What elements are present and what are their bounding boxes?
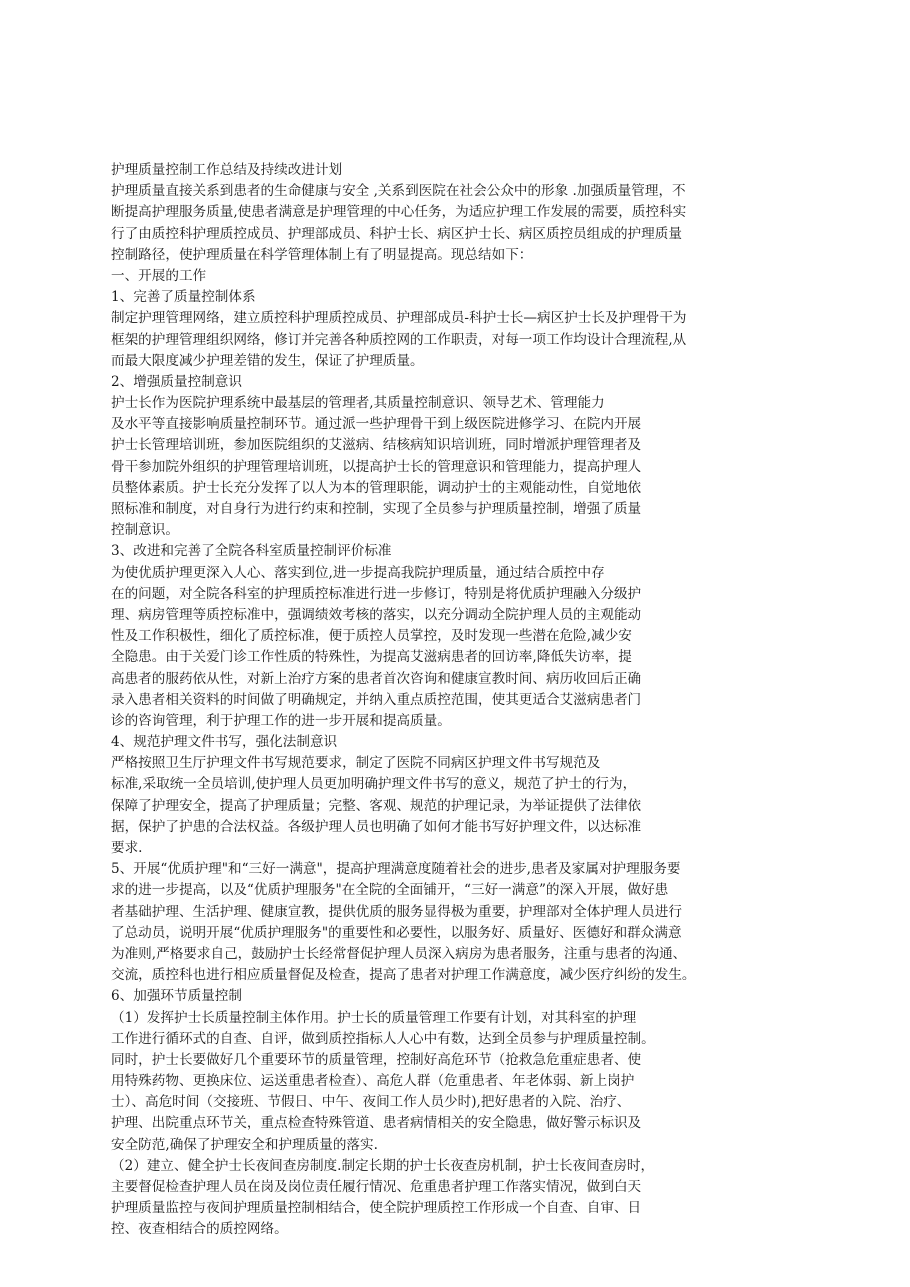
text-line: 5、开展“优质护理"和“三好一满意"，提高护理满意度随着社会的进步,患者及家属对护理服务要	[111, 861, 681, 878]
text-line: 理、病房管理等质控标准中，强调绩效考核的落实，以充分调动全院护理人员的主观能动	[111, 606, 642, 623]
text-line: 6、加强环节质量控制	[111, 988, 242, 1005]
text-line: 求的进一步提高，以及“优质护理服务"在全院的全面铺开，“三好一满意”的深入开展，做好患	[111, 882, 669, 899]
text-line: 骨干参加院外组织的护理管理培训班，以提高护士长的管理意识和管理能力，提高护理人	[111, 458, 642, 475]
text-line: 护士长作为医院护理系统中最基层的管理者,其质量控制意识、领导艺术、管理能力	[111, 395, 605, 412]
text-line: 全隐患。由于关爱门诊工作性质的特殊性，为提高艾滋病患者的回访率,降低失访率，提	[111, 649, 632, 666]
text-line: 制定护理管理网络，建立质控科护理质控成员、护理部成员-科护士长—病区护士长及护理骨干为	[111, 310, 687, 327]
text-line: 主要督促检查护理人员在岗及岗位责任履行情况、危重患者护理工作落实情况，做到白天	[111, 1179, 642, 1195]
text-line: 员整体素质。护士长充分发挥了以人为本的管理职能，调动护士的主观能动性，自觉地依	[111, 479, 642, 496]
text-line: 一、开展的工作	[111, 267, 207, 284]
text-line: 框架的护理管理组织网络，修订并完善各种质控网的工作职责，对每一项工作均设计合理流程,从	[111, 331, 687, 348]
document-body	[111, 160, 901, 1241]
text-line: 要求.	[111, 840, 143, 856]
text-line: 工作进行循环式的自查、自评，做到质控指标人人心中有数，达到全员参与护理质量控制。	[111, 1030, 655, 1047]
text-line: 士）、高危时间（交接班、节假日、中午、夜间工作人员少时),把好患者的入院、治疗、	[111, 1094, 631, 1111]
text-line: 护理、出院重点环节关，重点检查特殊管道、患者病情相关的安全隐患，做好警示标识及	[111, 1115, 642, 1132]
text-line: 3、改进和完善了全院各科室质量控制评价标准	[111, 543, 392, 560]
text-line: 为使优质护理更深入人心、落实到位,进一步提高我院护理质量，通过结合质控中存	[111, 564, 605, 581]
text-line: 同时，护士长要做好几个重要环节的质量管理，控制好高危环节（抢救急危重症患者、使	[111, 1051, 642, 1068]
text-line: 安全防范,确保了护理安全和护理质量的落实.	[111, 1136, 378, 1153]
text-line: 保障了护理安全，提高了护理质量；完整、客观、规范的护理记录，为举证提供了法律依	[111, 797, 642, 814]
text-line: 控制意识。	[111, 522, 179, 539]
text-line: 高患者的服药依从性，对新上治疗方案的患者首次咨询和健康宣教时间、病历收回后正确	[111, 670, 642, 687]
document-paragraphs	[111, 181, 901, 1240]
text-line: 护理质量直接关系到患者的生命健康与安全 ,关系到医院在社会公众中的形象 .加强质量管理，不	[111, 183, 686, 200]
text-line: 4、规范护理文件书写，强化法制意识	[111, 734, 338, 751]
text-line: 为准则,严格要求自己，鼓励护士长经常督促护理人员深入病房为患者服务，注重与患者的沟通、	[111, 945, 687, 962]
text-line: 而最大限度减少护理差错的发生，保证了护理质量。	[111, 352, 424, 369]
text-line: 性及工作积极性，细化了质控标准，便于质控人员掌控，及时发现一些潜在危险,减少安	[111, 628, 632, 645]
text-line: 诊的咨询管理，利于护理工作的进一步开展和提高质量。	[111, 712, 451, 729]
text-line: 在的问题，对全院各科室的护理质控标准进行进一步修订，特别是将优质护理融入分级护	[111, 585, 642, 602]
text-line: （2）建立、健全护士长夜间查房制度.制定长期的护士长夜查房机制，护士长夜间查房时，	[111, 1157, 655, 1174]
text-line: 录入患者相关资料的时间做了明确规定，并纳入重点质控范围，使其更适合艾滋病患者门	[111, 691, 642, 708]
text-line: 护理质量监控与夜间护理质量控制相结合，使全院护理质控工作形成一个自查、自审、日	[111, 1200, 642, 1217]
text-line: 用特殊药物、更换床位、运送重患者检查）、高危人群（危重患者、年老体弱、新上岗护	[111, 1073, 635, 1090]
text-line: 2、增强质量控制意识	[111, 373, 242, 390]
text-line: 交流，质控科也进行相应质量督促及检查，提高了患者对护理工作满意度，减少医疗纠纷的发生。	[111, 967, 696, 984]
text-line: 断提高护理服务质量,使患者满意是护理管理的中心任务，为适应护理工作发展的需要，质控科实	[111, 204, 687, 221]
text-line: 了总动员，说明开展“优质护理服务"的重要性和必要性，以服务好、质量好、医德好和群众满意	[111, 924, 682, 941]
text-line: 控、夜查相结合的质控网络。	[111, 1221, 288, 1238]
text-line: 控制路径，使护理质量在科学管理体制上有了明显提高。现总结如下：	[111, 246, 533, 263]
text-line: 1、完善了质量控制体系	[111, 289, 256, 306]
text-line: 者基础护理、生活护理、健康宣教，提供优质的服务显得极为重要，护理部对全体护理人员进行	[111, 903, 682, 920]
text-line: （1）发挥护士长质量控制主体作用。护士长的质量管理工作要有计划，对其科室的护理	[111, 1009, 637, 1026]
document-title: 护理质量控制工作总结及持续改进计划	[111, 162, 343, 178]
text-line: 及水平等直接影响质量控制环节。通过派一些护理骨干到上级医院进修学习、在院内开展	[111, 416, 642, 433]
text-line: 据，保护了护患的合法权益。各级护理人员也明确了如何才能书写好护理文件，以达标准	[111, 818, 642, 835]
text-line: 标准,采取统一全员培训,使护理人员更加明确护理文件书写的意义，规范了护士的行为，	[111, 776, 637, 793]
text-line: 严格按照卫生厅护理文件书写规范要求，制定了医院不同病区护理文件书写规范及	[111, 755, 601, 772]
text-line: 行了由质控科护理质控成员、护理部成员、科护士长、病区护士长、病区质控员组成的护理质量	[111, 225, 682, 242]
text-line: 照标准和制度，对自身行为进行约束和控制，实现了全员参与护理质量控制，增强了质量	[111, 501, 642, 517]
text-line: 护士长管理培训班，参加医院组织的艾滋病、结核病知识培训班，同时增派护理管理者及	[111, 437, 642, 454]
